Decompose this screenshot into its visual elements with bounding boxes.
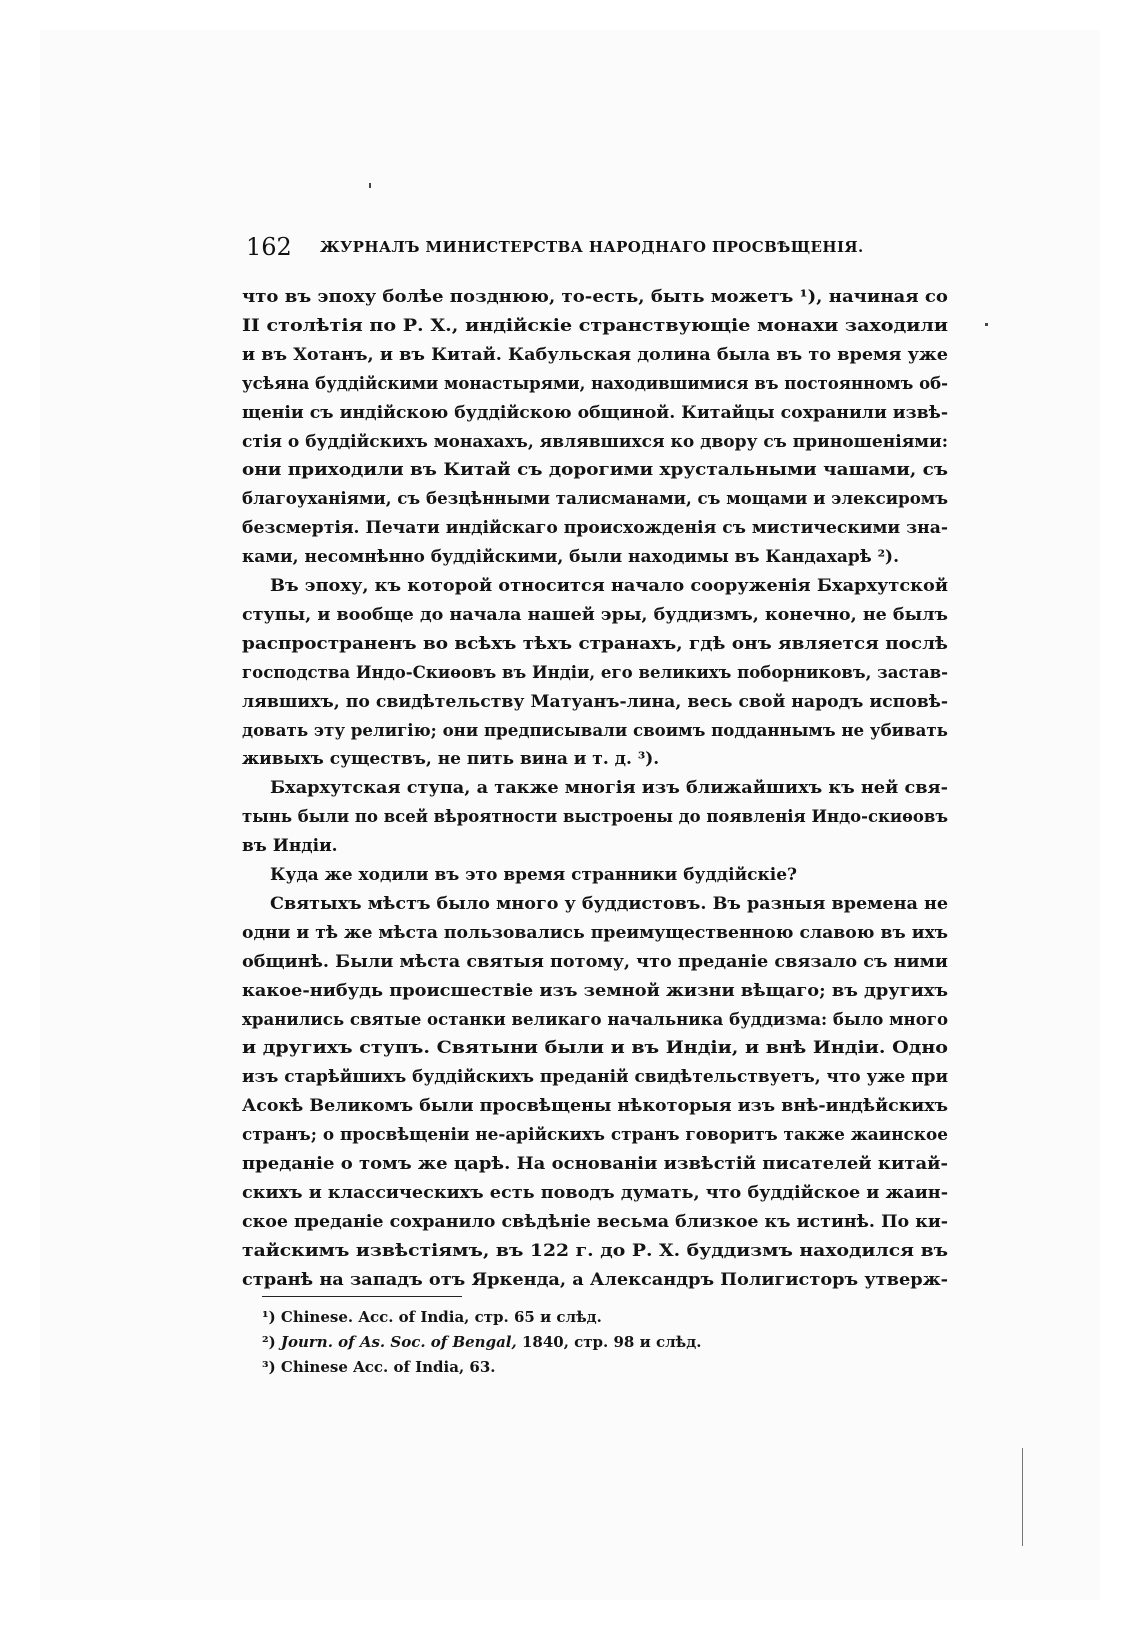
text-line: ками, несомнѣнно буддійскими, были находимы въ Кандахарѣ ²). xyxy=(242,547,900,568)
footnote xyxy=(262,1355,496,1379)
text-line: II столѣтія по Р. Х., индійскіе странствующіе монахи заходили xyxy=(242,315,949,336)
footnote-text: Chinese. Acc. of India, стр. 65 и слѣд. xyxy=(275,1308,602,1326)
text-line: Бхархутская ступа, а также многія изъ ближайшихъ къ ней свя- xyxy=(270,778,948,799)
text-line: Святыхъ мѣстъ было много у буддистовъ. Въ разныя времена не xyxy=(270,893,949,914)
text-line: что въ эпоху болѣе позднюю, то-есть, быть можетъ ¹), начиная со xyxy=(242,287,948,307)
text-line: Куда же ходили въ это время странники буддійскіе? xyxy=(270,865,798,885)
ink-speck xyxy=(985,323,988,326)
text-line: распространенъ во всѣхъ тѣхъ странахъ, гдѣ онъ является послѣ xyxy=(242,633,948,654)
page-number: 162 xyxy=(246,233,292,261)
margin-mark xyxy=(1022,1448,1023,1546)
page-header xyxy=(246,228,866,268)
text-line: странѣ на западъ отъ Яркенда, а Александръ Полигисторъ утверж- xyxy=(242,1269,948,1290)
footnote xyxy=(262,1305,602,1329)
text-line: господства Индо-Скиѳовъ въ Индіи, его великихъ поборниковъ, застав- xyxy=(242,662,948,683)
text-line: какое-нибудь происшествіе изъ земной жизни вѣщаго; въ другихъ xyxy=(242,980,949,1001)
text-line: Въ эпоху, къ которой относится начало сооруженія Бхархутской xyxy=(270,576,948,596)
text-line: ское преданіе сохранило свѣдѣніе весьма близкое къ истинѣ. По ки- xyxy=(242,1211,949,1232)
text-line: тынь были по всей вѣроятности выстроены до появленія Индо-скиѳовъ xyxy=(242,807,949,828)
text-line: живыхъ существъ, не пить вина и т. д. ³). xyxy=(242,749,660,770)
text-line: тайскимъ извѣстіямъ, въ 122 г. до Р. Х. буддизмъ находился въ xyxy=(242,1240,949,1261)
running-title: ЖУРНАЛЪ МИНИСТЕРСТВА НАРОДНАГО ПРОСВѢЩЕНІЯ. xyxy=(320,238,864,256)
footnote-text: Chinese Acc. of India, 63. xyxy=(275,1358,496,1376)
text-line: довать эту религію; они предписывали своимъ подданнымъ не убивать xyxy=(242,720,948,741)
text-line: общинѣ. Были мѣста святыя потому, что преданіе связало съ ними xyxy=(242,951,948,972)
footnote xyxy=(262,1330,701,1354)
ink-speck xyxy=(369,183,371,188)
text-line: Асокѣ Великомъ были просвѣщены нѣкоторыя изъ внѣ-индѣйскихъ xyxy=(242,1096,948,1117)
footnote-rule xyxy=(262,1296,462,1297)
text-line: лявшихъ, по свидѣтельству Матуанъ-лина, весь свой народъ исповѣ- xyxy=(242,691,949,712)
text-line: и другихъ ступъ. Святыни были и въ Индіи, и внѣ Индіи. Одно xyxy=(242,1038,949,1059)
text-line: странъ; о просвѣщеніи не-арійскихъ странъ говоритъ также жаинское xyxy=(242,1125,948,1146)
footnote-marker: ²) xyxy=(262,1333,276,1351)
text-line: усѣяна буддійскими монастырями, находившимися въ постоянномъ об- xyxy=(242,373,949,394)
footnote-marker: ³) xyxy=(262,1358,276,1376)
footnote-text: Journ. of As. Soc. of Bengal, xyxy=(275,1333,517,1351)
text-line: благоуханіями, съ безцѣнными талисманами, съ мощами и элексиромъ xyxy=(242,489,948,510)
footnote-marker: ¹) xyxy=(262,1308,276,1326)
text-line: они приходили въ Китай съ дорогими хрустальными чашами, съ xyxy=(242,460,949,481)
text-line: хранились святые останки великаго начальника буддизма: было много xyxy=(242,1009,949,1030)
text-line: безсмертія. Печати индійскаго происхожденія съ мистическими зна- xyxy=(242,518,948,539)
text-line: стія о буддійскихъ монахахъ, являвшихся ко двору съ приношеніями: xyxy=(242,431,949,452)
text-line: скихъ и классическихъ есть поводъ думать, что буддійское и жаин- xyxy=(242,1182,949,1203)
text-line: ступы, и вообще до начала нашей эры, буддизмъ, конечно, не былъ xyxy=(242,604,948,625)
text-line: преданіе о томъ же царѣ. На основаніи извѣстій писателей китай- xyxy=(242,1154,948,1174)
footnote-text: 1840, стр. 98 и слѣд. xyxy=(516,1333,702,1351)
text-line: одни и тѣ же мѣста пользовались преимущественною славою въ ихъ xyxy=(242,922,949,943)
text-line: въ Индіи. xyxy=(242,836,338,857)
text-line: щеніи съ индійскою буддійскою общиной. Китайцы сохранили извѣ- xyxy=(242,402,949,423)
text-line: и въ Хотанъ, и въ Китай. Кабульская долина была въ то время уже xyxy=(242,344,948,365)
text-line: изъ старѣйшихъ буддійскихъ преданій свидѣтельствуетъ, что уже при xyxy=(242,1067,949,1088)
